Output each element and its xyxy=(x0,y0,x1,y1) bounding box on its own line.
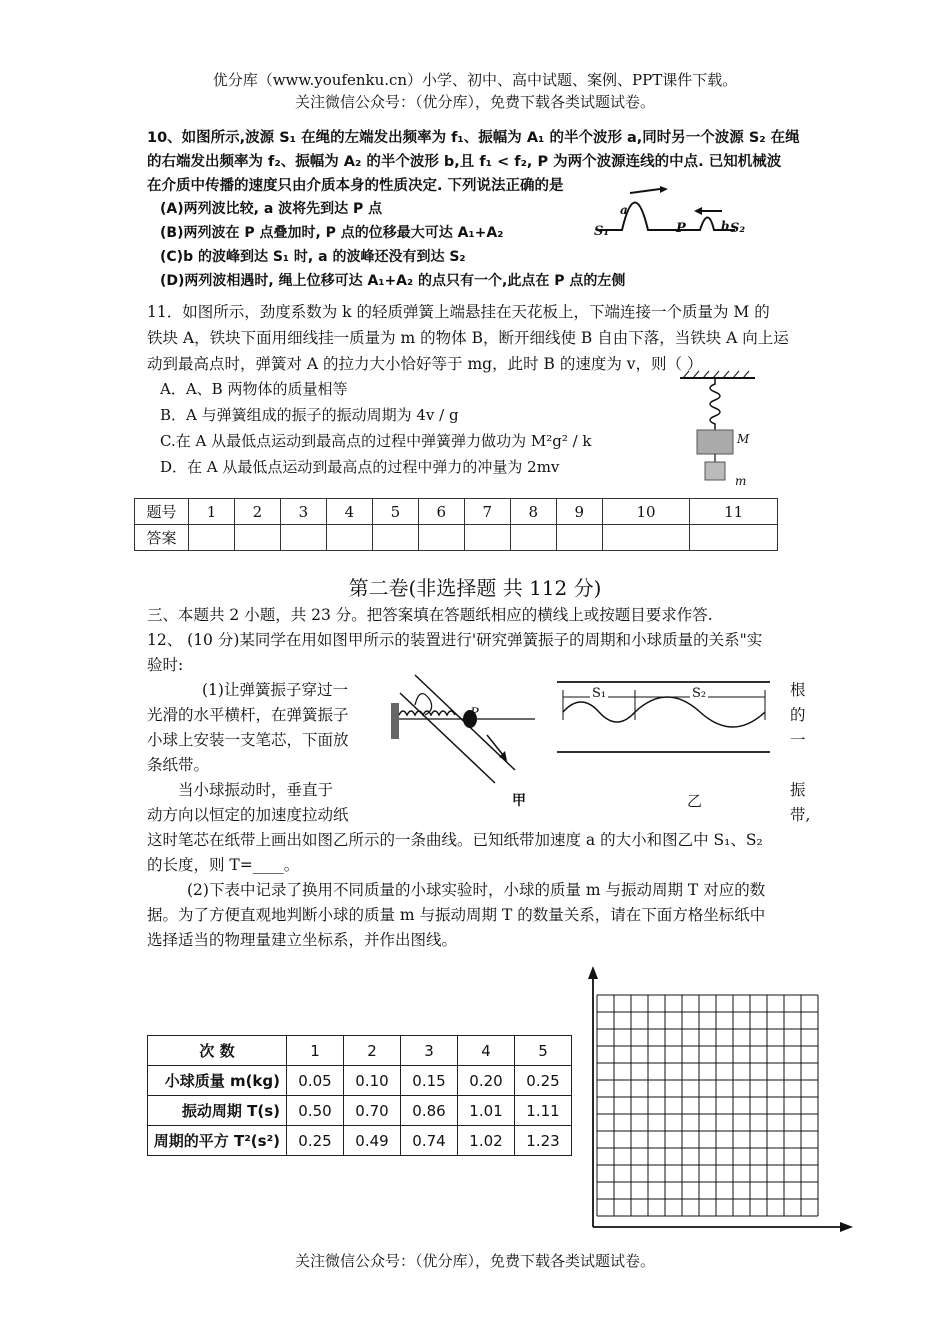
grid-lines xyxy=(597,995,818,1216)
q12-p2-right-1: 振 xyxy=(790,781,806,799)
q12-p1-line-3: 小球上安装一支笔芯，下面放 xyxy=(147,731,349,749)
data-table-col-header: 2 xyxy=(344,1036,401,1066)
answer-number: 6 xyxy=(418,499,464,525)
q12-line-1: 12、 (10 分)某同学在用如图甲所示的装置进行'研究弹簧振子的周期和小球质量的关系"实 xyxy=(147,631,763,649)
table-cell: 0.50 xyxy=(287,1096,344,1126)
q11-option-b: B．A 与弹簧组成的振子的振动周期为 4v / g xyxy=(160,406,459,424)
table-row xyxy=(148,1066,572,1096)
answer-number: 5 xyxy=(372,499,418,525)
q11-option-d: D．在 A 从最低点运动到最高点的过程中弹力的冲量为 2mv xyxy=(160,458,560,476)
fig-yi-s1-label: S₁ xyxy=(592,686,607,701)
table-cell: 0.25 xyxy=(515,1066,572,1096)
header-line-2: 关注微信公众号：（优分库），免费下载各类试题试卷。 xyxy=(294,93,655,111)
table-cell: 0.49 xyxy=(344,1126,401,1156)
answer-cell[interactable] xyxy=(372,525,418,551)
q10-option-a: (A)两列波比较, a 波将先到达 P 点 xyxy=(160,201,383,217)
data-table-col-header: 5 xyxy=(515,1036,572,1066)
answer-cell[interactable] xyxy=(556,525,602,551)
q11-fig-M: M xyxy=(737,432,750,446)
row-label: 振动周期 T(s) xyxy=(148,1096,287,1126)
table-row xyxy=(148,1126,572,1156)
data-table-header-label: 次 数 xyxy=(148,1036,287,1066)
figure-yi xyxy=(555,670,775,760)
q12-p1-right-1: 根 xyxy=(790,681,806,699)
answer-cell[interactable] xyxy=(510,525,556,551)
arrowhead-left-icon xyxy=(694,207,702,215)
q10-option-b: (B)两列波在 P 点叠加时, P 点的位移最大可达 A₁+A₂ xyxy=(160,225,504,241)
q12-p2-line-3: 这时笔芯在纸带上画出如图乙所示的一条曲线。已知纸带加速度 a 的大小和图乙中 S₁、S₂ xyxy=(147,831,763,849)
table-cell: 0.15 xyxy=(401,1066,458,1096)
section-2-title: 第二卷(非选择题 共 112 分) xyxy=(348,576,602,600)
q12-p3-line-2: 据。为了方便直观地判断小球的质量 m 与振动周期 T 的数量关系，请在下面方格坐标纸中 xyxy=(147,906,766,924)
y-axis-arrow-icon xyxy=(588,966,598,979)
q11-line-3: 动到最高点时，弹簧对 A 的拉力大小恰好等于 mg，此时 B 的速度为 v，则（ ） xyxy=(147,355,703,373)
answer-cell[interactable] xyxy=(326,525,372,551)
q12-p3-line-3: 选择适当的物理量建立坐标系，并作出图线。 xyxy=(147,931,458,949)
answer-cell[interactable] xyxy=(690,525,778,551)
x-axis-arrow-icon xyxy=(840,1222,853,1232)
block-a-icon xyxy=(697,430,733,454)
answer-table-label: 答案 xyxy=(135,525,189,551)
answer-number: 2 xyxy=(234,499,280,525)
arrowhead-right-icon xyxy=(660,186,668,193)
answer-number: 4 xyxy=(326,499,372,525)
answer-table-row-numbers xyxy=(135,499,778,525)
q10-line-2: 的右端发出频率为 f₂、振幅为 A₂ 的半个波形 b,且 f₁ < f₂, P 为两个波源连线的中点. 已知机械波 xyxy=(147,154,782,170)
q10-fig-a: a xyxy=(620,203,628,217)
q11-option-a: A．A、B 两物体的质量相等 xyxy=(160,380,348,398)
figure-jia xyxy=(385,665,535,785)
fig-jia-p-label: P xyxy=(470,706,479,721)
fig-yi-label: 乙 xyxy=(687,792,703,810)
answer-number: 7 xyxy=(464,499,510,525)
answer-cell[interactable] xyxy=(418,525,464,551)
trace-curve xyxy=(563,697,765,727)
answer-table xyxy=(134,498,778,551)
fig-yi-s2-label: S₂ xyxy=(692,686,707,701)
q10-fig-s2: S₂ xyxy=(730,221,746,236)
q11-line-1: 11．如图所示，劲度系数为 k 的轻质弹簧上端悬挂在天花板上，下端连接一个质量为 M 的 xyxy=(147,303,770,321)
fig-jia-label: 甲 xyxy=(512,793,526,809)
q12-p1-right-3: 一 xyxy=(790,731,806,749)
q12-p1-right-2: 的 xyxy=(790,706,806,724)
wall-icon xyxy=(391,703,399,739)
data-table-col-header: 4 xyxy=(458,1036,515,1066)
q12-p1-line-1: (1)让弹簧振子穿过一 xyxy=(202,681,348,699)
header-line-1: 优分库（www.youfenku.cn）小学、初中、高中试题、案例、PPT课件下载。 xyxy=(212,71,738,89)
table-cell: 1.23 xyxy=(515,1126,572,1156)
q11-spring-figure xyxy=(675,370,765,488)
answer-number: 11 xyxy=(690,499,778,525)
q10-fig-s1: S₁ xyxy=(594,224,610,239)
answer-number: 8 xyxy=(510,499,556,525)
answer-table-label: 题号 xyxy=(135,499,189,525)
table-cell: 0.25 xyxy=(287,1126,344,1156)
graph-paper[interactable] xyxy=(575,965,855,1235)
q11-line-2: 铁块 A，铁块下面用细线挂一质量为 m 的物体 B，断开细线使 B 自由下落，当铁块 A 向上运 xyxy=(147,329,789,347)
answer-cell[interactable] xyxy=(464,525,510,551)
q12-p1-line-2: 光滑的水平横杆，在弹簧振子 xyxy=(147,706,349,724)
answer-number: 10 xyxy=(602,499,690,525)
q10-wave-figure xyxy=(590,185,770,245)
q12-p2-right-2: 带, xyxy=(790,806,811,824)
answer-number: 9 xyxy=(556,499,602,525)
data-table-col-header: 3 xyxy=(401,1036,458,1066)
table-cell: 0.74 xyxy=(401,1126,458,1156)
q11-fig-m: m xyxy=(735,474,747,488)
q12-p3-line-1: (2)下表中记录了换用不同质量的小球实验时，小球的质量 m 与振动周期 T 对应的数 xyxy=(187,881,766,899)
q12-p2-line-1: 当小球振动时，垂直于 xyxy=(178,781,334,799)
table-cell: 0.70 xyxy=(344,1096,401,1126)
q10-line-3: 在介质中传播的速度只由介质本身的性质决定. 下列说法正确的是 xyxy=(147,178,564,194)
table-cell: 1.02 xyxy=(458,1126,515,1156)
table-cell: 1.11 xyxy=(515,1096,572,1126)
section-2-intro: 三、本题共 2 小题，共 23 分。把答案填在答题纸相应的横线上或按题目要求作答. xyxy=(147,606,713,624)
q10-option-d: (D)两列波相遇时, 绳上位移可达 A₁+A₂ 的点只有一个,此点在 P 点的左侧 xyxy=(160,273,626,289)
footer-text: 关注微信公众号：（优分库），免费下载各类试题试卷。 xyxy=(294,1252,655,1270)
table-cell: 0.10 xyxy=(344,1066,401,1096)
answer-number: 3 xyxy=(280,499,326,525)
answer-cell[interactable] xyxy=(234,525,280,551)
table-cell: 0.20 xyxy=(458,1066,515,1096)
row-label: 小球质量 m(kg) xyxy=(148,1066,287,1096)
block-b-icon xyxy=(705,462,725,480)
data-table-col-header: 1 xyxy=(287,1036,344,1066)
q10-line-1: 10、如图所示,波源 S₁ 在绳的左端发出频率为 f₁、振幅为 A₁ 的半个波形 a,同时另一个波源 S₂ 在绳 xyxy=(147,130,800,146)
q12-p1-line-4: 条纸带。 xyxy=(147,756,210,774)
table-row xyxy=(148,1096,572,1126)
answer-table-row-answers xyxy=(135,525,778,551)
row-label: 周期的平方 T²(s²) xyxy=(148,1126,287,1156)
q12-line-2: 验时: xyxy=(147,656,184,674)
answer-number: 1 xyxy=(189,499,235,525)
q12-p2-line-2: 动方向以恒定的加速度拉动纸 xyxy=(147,806,349,824)
q10-fig-b: b xyxy=(721,219,730,233)
data-table xyxy=(147,1035,572,1156)
data-table-header-row xyxy=(148,1036,572,1066)
answer-cell[interactable] xyxy=(602,525,690,551)
table-cell: 0.86 xyxy=(401,1096,458,1126)
table-cell: 0.05 xyxy=(287,1066,344,1096)
arrow-right-icon xyxy=(630,189,660,193)
q12-p2-line-4: 的长度，则 T=____。 xyxy=(147,856,300,874)
table-cell: 1.01 xyxy=(458,1096,515,1126)
q10-fig-p: P xyxy=(676,221,686,236)
q10-option-c: (C)b 的波峰到达 S₁ 时, a 的波峰还没有到达 S₂ xyxy=(160,249,466,265)
spring-icon xyxy=(710,378,720,430)
answer-cell[interactable] xyxy=(189,525,235,551)
q11-option-c: C.在 A 从最低点运动到最高点的过程中弹簧弹力做功为 M²g² / k xyxy=(160,432,592,450)
answer-cell[interactable] xyxy=(280,525,326,551)
